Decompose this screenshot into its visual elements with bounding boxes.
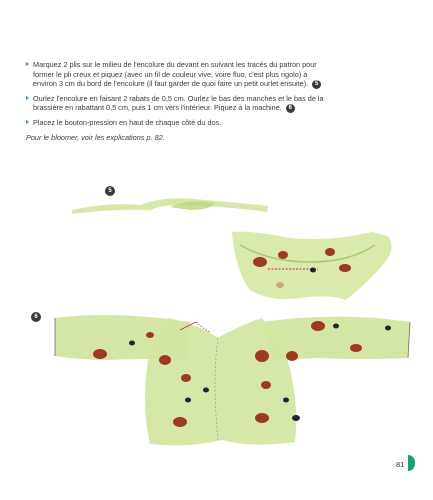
step-badge: 6 bbox=[286, 104, 295, 113]
page-number: 81 bbox=[396, 460, 405, 469]
bloomer-note: Pour le bloomer, voir les explications p. 82. bbox=[26, 132, 165, 142]
step-text: Ourlez l'encolure en faisant 2 rabats de 0,5 cm. Ourlez le bas des manches et le bas de la brassière en rabattant 0,5 cm, puis 1 cm vers l'intérieur. Piquez à la machine. bbox=[33, 93, 324, 113]
jacket-illustration bbox=[55, 315, 410, 445]
figure-5-label: 5 bbox=[105, 186, 115, 196]
neckline-band-illustration bbox=[72, 198, 268, 214]
neckline-detail-illustration bbox=[232, 232, 392, 300]
step-text: Placez le bouton-pression en haut de chaque côté du dos. bbox=[33, 117, 222, 127]
step-text: Marquez 2 plis sur le milieu de l'encolure du devant en suivant les tracés du patron pour former le pli creux et piquez (avec un fil de couleur vive, voire fluo, c'est plus rigolo) à environ 3 cm du bord de l'encolure (il faut garder de quoi faire un petit ourlet ensuite). bbox=[33, 60, 317, 89]
figure-6-label: 6 bbox=[31, 312, 41, 322]
step-badge: 5 bbox=[312, 80, 321, 89]
